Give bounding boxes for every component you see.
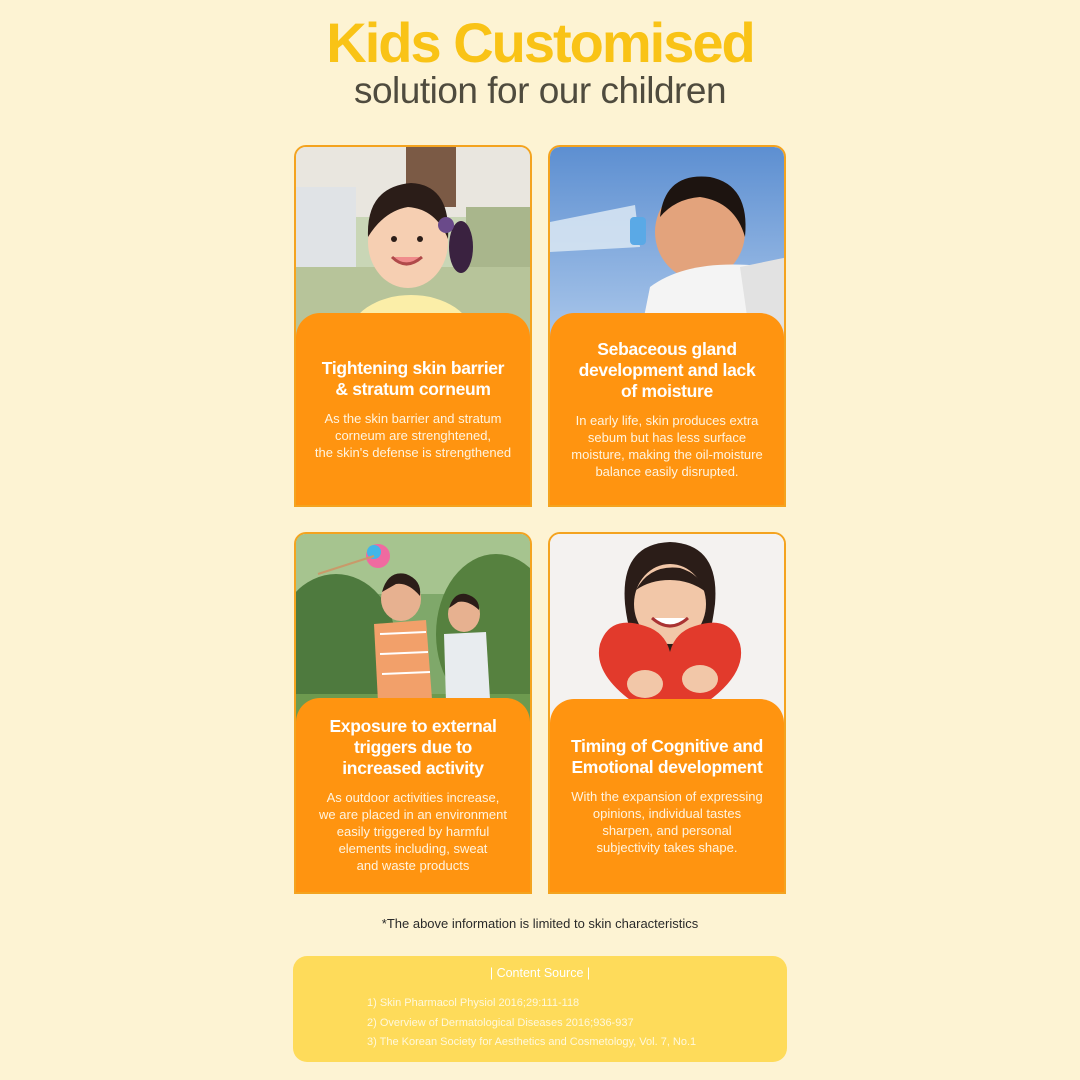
- feature-card-external-triggers: [294, 532, 532, 894]
- card-text-panel: [550, 699, 784, 892]
- card-title: Tightening skin barrier & stratum corneum: [321, 357, 505, 399]
- source-item: 3) The Korean Society for Aesthetics and Cosmetology, Vol. 7, No.1: [367, 1036, 697, 1048]
- feature-card-cognitive-development: [548, 532, 786, 894]
- card-text-panel: [550, 313, 784, 505]
- card-text-panel: [296, 313, 530, 505]
- page-subtitle: solution for our children: [353, 70, 727, 111]
- feature-card-skin-barrier: [294, 145, 532, 507]
- source-item: 1) Skin Pharmacol Physiol 2016;29:111-118: [367, 997, 580, 1009]
- card-description: With the expansion of expressing opinions, individual tastes sharpen, and personal subjectivity takes shape.: [571, 788, 763, 855]
- card-description: As outdoor activities increase, we are placed in an environment easily triggered by harmful elements including, sweat and waste products: [319, 790, 507, 873]
- card-title: Timing of Cognitive and Emotional development: [570, 735, 764, 777]
- disclaimer-note: *The above information is limited to skin characteristics: [381, 916, 699, 931]
- source-item: 2) Overview of Dermatological Diseases 2016;936-937: [367, 1016, 634, 1029]
- card-title: Sebaceous gland development and lack of moisture: [578, 338, 756, 401]
- card-text-panel: [296, 698, 530, 892]
- card-photo-boys-running: [296, 534, 530, 724]
- content-source-box: [293, 956, 787, 1062]
- card-description: In early life, skin produces extra sebum but has less surface moisture, making the oil-moisture balance easily disrupted.: [571, 412, 763, 479]
- card-photo-girl-heart-pillow: [550, 534, 784, 724]
- card-description: As the skin barrier and stratum corneum are strenghtened, the skin's defense is strengthened: [314, 410, 512, 460]
- content-source-list: [367, 994, 696, 1053]
- page-title: Kids Customised: [326, 11, 754, 74]
- card-photo-girl-pigtails: [296, 147, 530, 337]
- feature-card-sebaceous-gland: [548, 145, 786, 507]
- card-photo-boy-drinking: [550, 147, 784, 337]
- card-title: Exposure to external triggers due to increased activity: [329, 716, 497, 778]
- content-source-heading: | Content Source |: [489, 966, 591, 980]
